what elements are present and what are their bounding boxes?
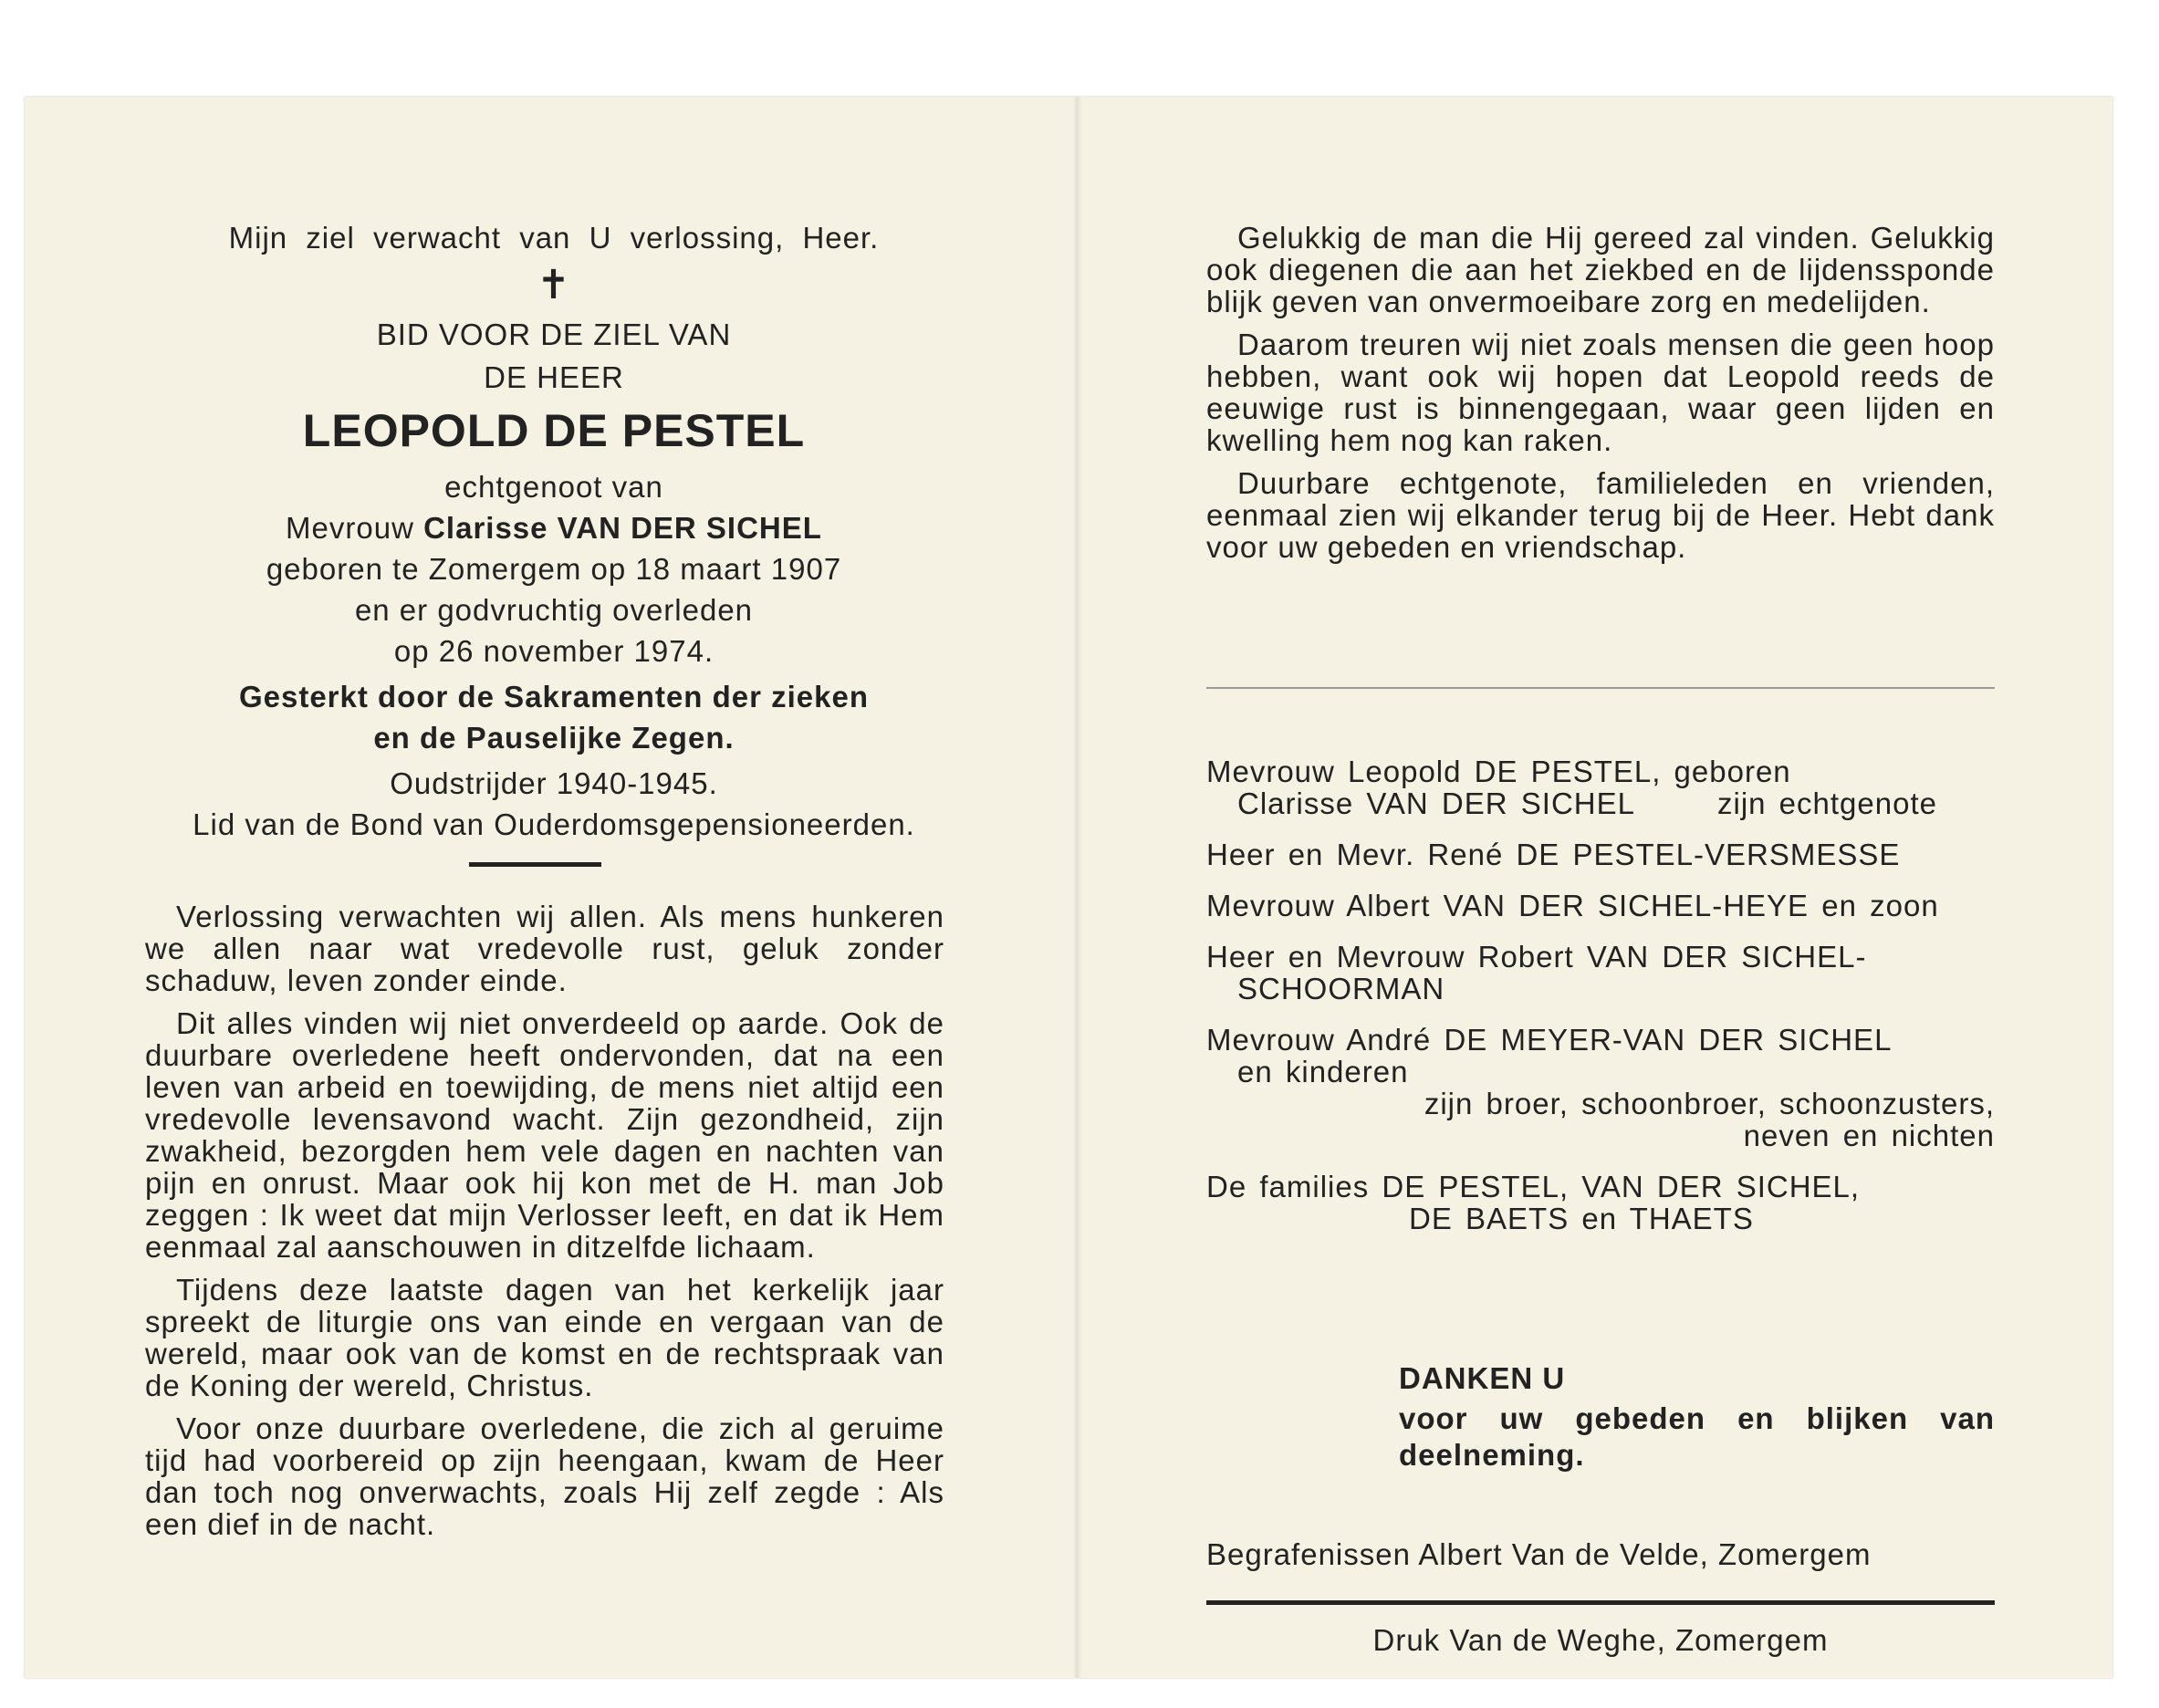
memorial-card bbox=[25, 97, 2112, 1678]
divider-thick bbox=[1206, 1600, 1995, 1605]
printer-line: Druk Van de Weghe, Zomergem bbox=[1372, 1623, 1829, 1657]
right-paragraph-3: Duurbare echtgenote, familieleden en vrienden, eenmaal zien wij elkander terug bij de Heer. Hebt dank voor uw gebeden en vriendschap. bbox=[1206, 466, 1995, 564]
left-paragraph-2: Dit alles vinden wij niet onverdeeld op aarde. Ook de duurbare overledene heeft ondervonden, dat na een leven van arbeid en toewijding, de mens niet altijd een vredevolle levensavond wacht. Zijn gezondheid, zijn zwakheid, bezorgden hem vele dagen en nachten van pijn en onrust. Maar ook hij kon met de H. man Job zeggen : Ik weet dat mijn Verlosser leeft, en dat ik Hem eenmaal zal aanschouwen in ditzelfde lichaam. bbox=[145, 1006, 944, 1264]
veteran-line: Oudstrijder 1940-1945. bbox=[390, 766, 718, 800]
undertaker-line: Begrafenissen Albert Van de Velde, Zomergem bbox=[1206, 1537, 1872, 1571]
right-text bbox=[1206, 222, 1995, 574]
cross-icon: ✝ bbox=[537, 263, 571, 307]
card-fold bbox=[1073, 97, 1082, 1678]
family-siblings: zijn broer, schoonbroer, schoonzusters, bbox=[1424, 1087, 1995, 1120]
title-heer: DE HEER bbox=[484, 360, 624, 394]
opening-verse: Mijn ziel verwacht van U verlossing, Heer. bbox=[228, 221, 880, 255]
sacraments-line-1: Gesterkt door de Sakramenten der zieken bbox=[238, 680, 870, 713]
thanks-line-3: deelneming. bbox=[1399, 1438, 1585, 1472]
family-widow-name: Clarisse VAN DER SICHEL bbox=[1237, 786, 1635, 820]
family-albert: Mevrouw Albert VAN DER SICHEL-HEYE en zoon bbox=[1206, 889, 1939, 922]
family-widow: Mevrouw Leopold DE PESTEL, geboren bbox=[1206, 755, 1791, 788]
family-families: De families DE PESTEL, VAN DER SICHEL, bbox=[1206, 1170, 1861, 1203]
family-widow-role: zijn echtgenote bbox=[1716, 786, 1937, 820]
sacraments-line-2: en de Pauselijke Zegen. bbox=[373, 721, 735, 755]
thanks-heading: DANKEN U bbox=[1399, 1361, 1566, 1395]
deceased-name: LEOPOLD DE PESTEL bbox=[302, 405, 806, 456]
left-panel bbox=[25, 97, 1073, 1678]
left-text bbox=[145, 901, 944, 1551]
family-robert-cont: SCHOORMAN bbox=[1237, 972, 1445, 1005]
left-paragraph-3: Tijdens deze laatste dagen van het kerkelijk jaar spreekt de liturgie ons van einde en vergaan van de wereld, maar ook van de komst en de rechtspraak van de Koning der wereld, Christus. bbox=[145, 1273, 944, 1402]
family-families-cont: DE BAETS en THAETS bbox=[1409, 1202, 1754, 1235]
spouse-intro: echtgenoot van bbox=[444, 470, 663, 504]
death-line-2: op 26 november 1974. bbox=[393, 634, 714, 668]
right-panel bbox=[1082, 97, 2112, 1678]
divider-short bbox=[469, 862, 601, 867]
death-line-1: en er godvruchtig overleden bbox=[354, 593, 754, 627]
family-andre-cont: en kinderen bbox=[1237, 1055, 1409, 1088]
prayer-heading: BID VOOR DE ZIEL VAN bbox=[376, 318, 732, 351]
spouse-prefix: Mevrouw bbox=[286, 511, 424, 545]
spouse-line bbox=[143, 512, 965, 544]
family-widow-name-line bbox=[1237, 787, 1995, 819]
right-paragraph-2: Daarom treuren wij niet zoals mensen die geen hoop hebben, want ook wij hopen dat Leopold reeds de eeuwige rust is binnengegaan, waar geen lijden en kwelling hem nog kan raken. bbox=[1206, 328, 1995, 457]
family-cousins: neven en nichten bbox=[1743, 1119, 1995, 1152]
family-rene: Heer en Mevr. René DE PESTEL-VERSMESSE bbox=[1206, 838, 1901, 871]
birth-line: geboren te Zomergem op 18 maart 1907 bbox=[266, 552, 842, 586]
thanks-line-2: voor uw gebeden en blijken van bbox=[1399, 1401, 1995, 1435]
left-paragraph-1: Verlossing verwachten wij allen. Als mens hunkeren we allen naar wat vredevolle rust, geluk zonder schaduw, leven zonder einde. bbox=[145, 900, 944, 997]
divider-thin bbox=[1206, 687, 1995, 689]
right-paragraph-1: Gelukkig de man die Hij gereed zal vinden. Gelukkig ook diegenen die aan het ziekbed en de lijdenssponde blijk geven van onvermoeibare zorg en medelijden. bbox=[1206, 221, 1995, 318]
family-list bbox=[1206, 755, 1995, 1234]
spouse-name: Clarisse VAN DER SICHEL bbox=[423, 511, 822, 545]
family-andre: Mevrouw André DE MEYER-VAN DER SICHEL bbox=[1206, 1023, 1893, 1057]
left-paragraph-4: Voor onze duurbare overledene, die zich al geruime tijd had voorbereid op zijn heengaan, kwam de Heer dan toch nog onverwachts, zoals Hij zelf zegde : Als een dief in de nacht. bbox=[145, 1411, 944, 1541]
membership-line: Lid van de Bond van Ouderdomsgepensioneerden. bbox=[193, 807, 915, 841]
family-robert: Heer en Mevrouw Robert VAN DER SICHEL- bbox=[1206, 940, 1867, 974]
